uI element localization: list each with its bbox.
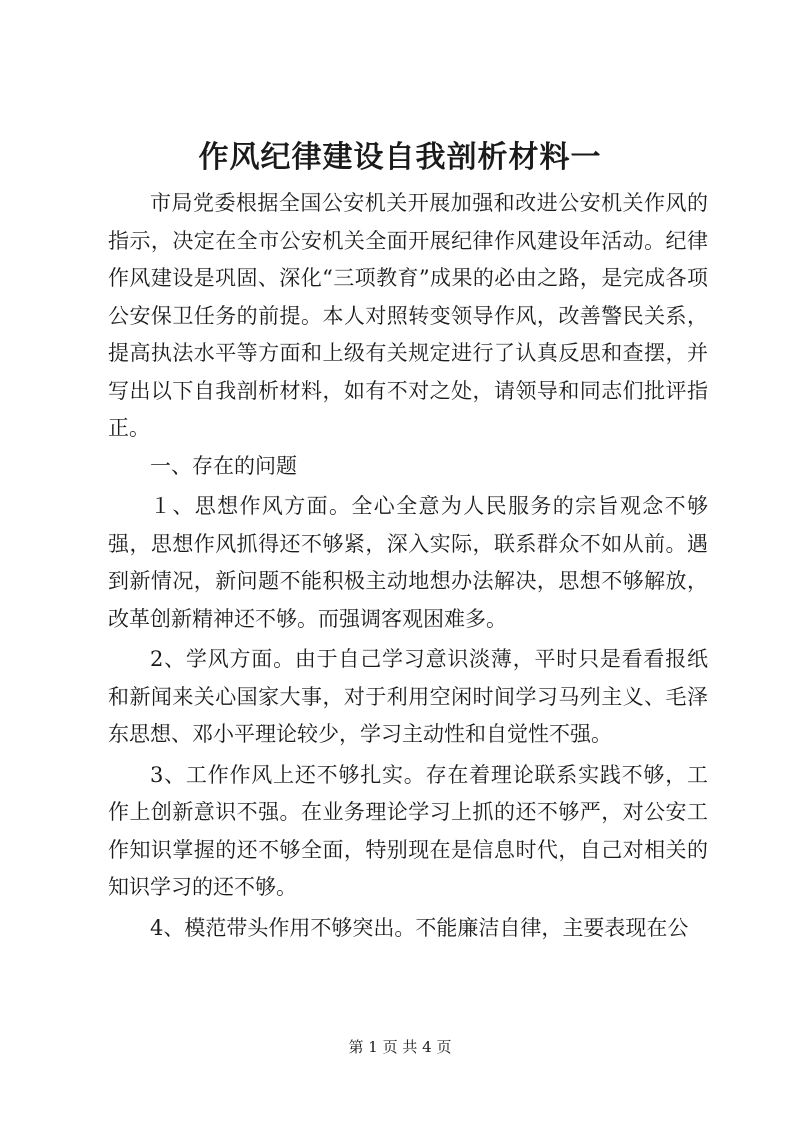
list-item: 3、工作作风上还不够扎实。存在着理论联系实践不够，工作上创新意识不强。在业务理论学习上抓的还不够严，对公安工作知识掌握的还不够全面，特别现在是信息时代，自己对相关的知识学习的还不够。	[108, 762, 708, 899]
document-body	[108, 185, 708, 947]
list-item: １、思想作风方面。全心全意为人民服务的宗旨观念不够强，思想作风抓得还不够紧，深入实际，联系群众不如从前。遇到新情况，新问题不能积极主动地想办法解决，思想不够解放，改革创新精神还不够。而强调客观困难多。	[108, 494, 708, 631]
list-item: 2、学风方面。由于自己学习意识淡薄，平时只是看看报纸和新闻来关心国家大事，对于利用空闲时间学习马列主义、毛泽东思想、邓小平理论较少，学习主动性和自觉性不强。	[108, 647, 708, 746]
section-heading: 一、存在的问题	[150, 453, 297, 478]
list-item: 4、模范带头作用不够突出。不能廉洁自律，主要表现在公	[150, 915, 689, 940]
page-footer: 第 1 页 共 4 页	[348, 1038, 452, 1056]
intro-paragraph: 市局党委根据全国公安机关开展加强和改进公安机关作风的指示，决定在全市公安机关全面开展纪律作风建设年活动。纪律作风建设是巩固、深化“三项教育”成果的必由之路，是完成各项公安保卫任务的前提。本人对照转变领导作风，改善警民关系，提高执法水平等方面和上级有关规定进行了认真反思和查摆，并写出以下自我剖析材料，如有不对之处，请领导和同志们批评指正。	[108, 191, 708, 440]
document-title: 作风纪律建设自我剖析材料一	[198, 140, 602, 175]
